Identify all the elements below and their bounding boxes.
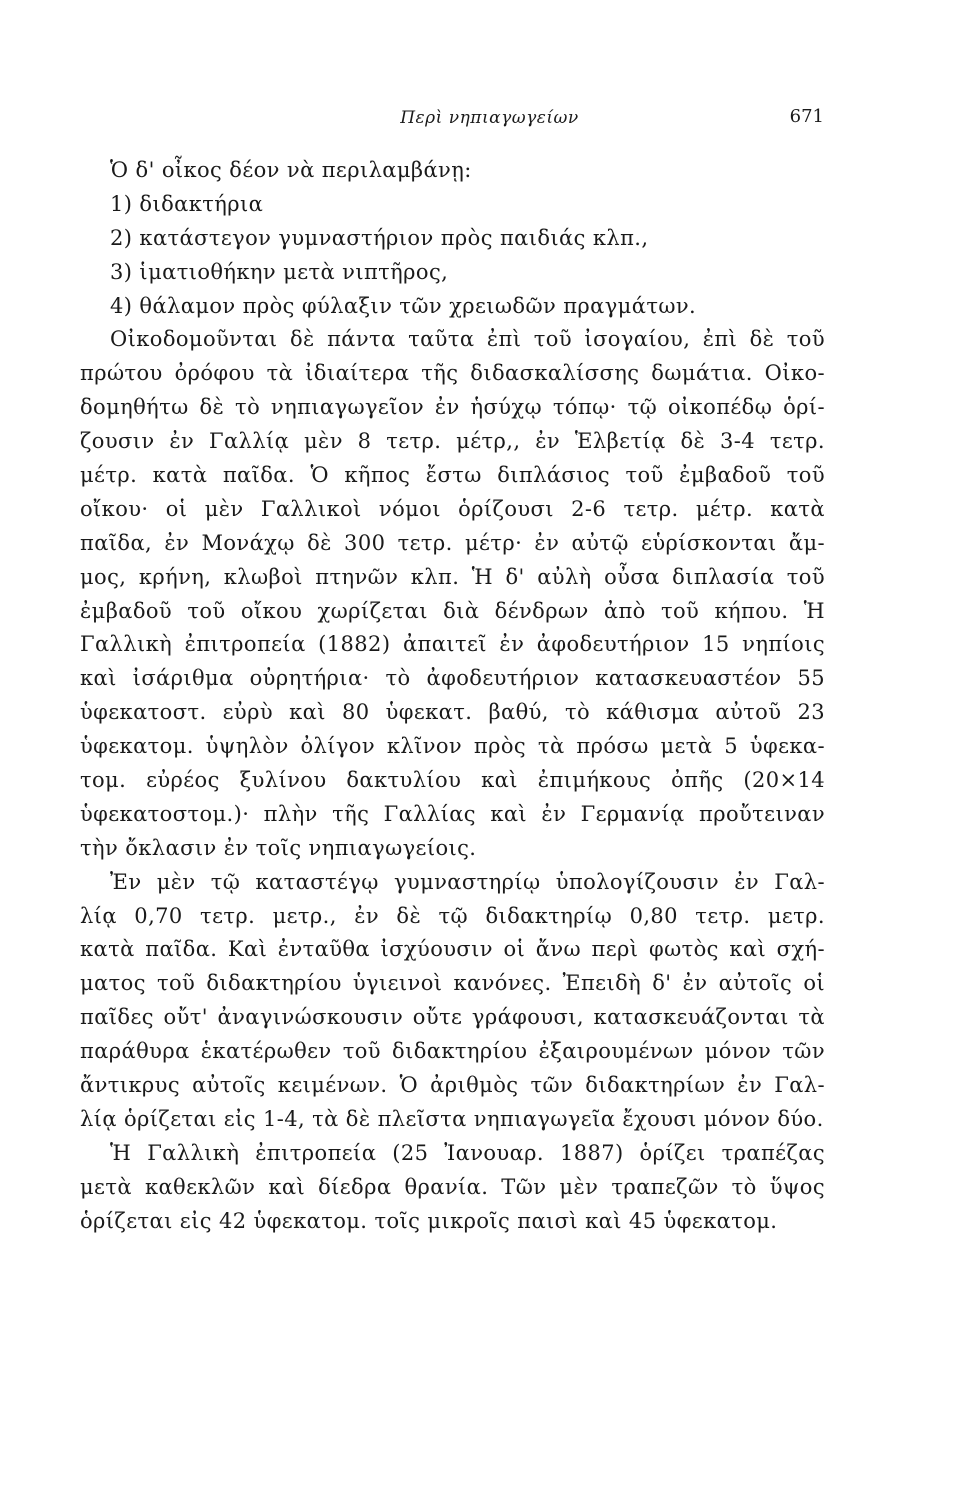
text-line: Γαλλικὴ ἐπιτροπεία (1882) ἀπαιτεῖ ἐν ἀφοδευτήριον 15 νηπίοις	[80, 632, 825, 657]
text-line: ματος τοῦ διδακτηρίου ὑγιεινοὶ κανόνες. Ἐπειδὴ δ' ἐν αὐτοῖς οἱ	[80, 971, 825, 996]
text-line: 1) διδακτήρια	[110, 191, 264, 216]
text-line: τὴν ὄκλασιν ἐν τοῖς νηπιαγωγείοις.	[80, 835, 477, 860]
text-line: Ἐν μὲν τῷ καταστέγῳ γυμναστηρίῳ ὑπολογίζουσιν ἐν Γαλ-	[110, 869, 825, 894]
text-line: δομηθήτω δὲ τὸ νηπιαγωγεῖον ἐν ἡσύχῳ τόπῳ· τῷ οἰκοπέδῳ ὁρί-	[80, 395, 825, 420]
page-number: 671	[789, 106, 824, 127]
text-line: παῖδα, ἐν Μονάχῳ δὲ 300 τετρ. μέτρ· ἐν αὐτῷ εὑρίσκονται ἄμ-	[80, 530, 825, 555]
text-line: ὁρίζεται εἰς 42 ὑφεκατομ. τοῖς μικροῖς παισὶ καὶ 45 ὑφεκατομ.	[80, 1208, 778, 1233]
text-line: μος, κρήνη, κλωβοὶ πτηνῶν κλπ. Ἡ δ' αὐλὴ οὖσα διπλασία τοῦ	[80, 564, 825, 589]
text-line: παῖδες οὔτ' ἀναγινώσκουσιν οὔτε γράφουσι, κατασκευάζονται τὰ	[80, 1005, 825, 1030]
text-line: 3) ἱματιοθήκην μετὰ νιπτῆρος,	[110, 259, 449, 284]
text-line: λίᾳ 0,70 τετρ. μετρ., ἐν δὲ τῷ διδακτηρίῳ 0,80 τετρ. μετρ.	[80, 903, 825, 928]
text-line: καὶ ἰσάριθμα οὐρητήρια· τὸ ἀφοδευτήριον κατασκευαστέον 55	[80, 666, 825, 691]
text-line: 4) θάλαμον πρὸς φύλαξιν τῶν χρειωδῶν πραγμάτων.	[110, 293, 697, 318]
text-line: 2) κατάστεγον γυμναστήριον πρὸς παιδιάς κλπ.,	[110, 225, 649, 250]
running-title: Περὶ νηπιαγωγείων	[400, 108, 579, 128]
text-line: Οἰκοδομοῦνται δὲ πάντα ταῦτα ἐπὶ τοῦ ἰσογαίου, ἐπὶ δὲ τοῦ	[110, 327, 825, 352]
text-line: ζουσιν ἐν Γαλλίᾳ μὲν 8 τετρ. μέτρ,, ἐν Ἑλβετίᾳ δὲ 3-4 τετρ.	[80, 429, 825, 454]
text-line: Ὁ δ' οἶκος δέον νὰ περιλαμβάνῃ:	[110, 158, 472, 182]
text-line: ὑφεκατομ. ὑψηλὸν ὀλίγον κλῖνον πρὸς τὰ πρόσω μετὰ 5 ὑφεκα-	[80, 734, 825, 759]
text-line: τομ. εὐρέος ξυλίνου δακτυλίου καὶ ἐπιμήκους ὀπῆς (20×14	[80, 768, 825, 793]
text-line: ὑφεκατοστομ.)· πλὴν τῆς Γαλλίας καὶ ἐν Γερμανίᾳ προὔτειναν	[80, 801, 825, 826]
text-line: λίᾳ ὁρίζεται εἰς 1-4, τὰ δὲ πλεῖστα νηπιαγωγεῖα ἔχουσι μόνον δύο.	[80, 1106, 824, 1131]
text-line: ἄντικρυς αὐτοῖς κειμένων. Ὁ ἀριθμὸς τῶν διδακτηρίων ἐν Γαλ-	[80, 1073, 825, 1098]
text-line: οἴκου· οἱ μὲν Γαλλικοὶ νόμοι ὁρίζουσι 2-6 τετρ. μέτρ. κατὰ	[80, 496, 825, 521]
text-line: παράθυρα ἑκατέρωθεν τοῦ διδακτηρίου ἐξαιρουμένων μόνον τῶν	[80, 1039, 825, 1064]
text-line: μετὰ καθεκλῶν καὶ δίεδρα θρανία. Τῶν μὲν τραπεζῶν τὸ ὕψος	[80, 1174, 825, 1199]
text-line: πρώτου ὀρόφου τὰ ἰδιαίτερα τῆς διδασκαλίσσης δωμάτια. Οἰκο-	[80, 361, 825, 386]
text-line: Ἡ Γαλλικὴ ἐπιτροπεία (25 Ἰανουαρ. 1887) ὁρίζει τραπέζας	[110, 1140, 825, 1165]
text-line: ὑφεκατοστ. εὐρὺ καὶ 80 ὑφεκατ. βαθύ, τὸ κάθισμα αὐτοῦ 23	[80, 700, 825, 725]
text-line: κατὰ παῖδα. Καὶ ἐνταῦθα ἰσχύουσιν οἱ ἄνω περὶ φωτὸς καὶ σχή-	[80, 937, 825, 962]
text-line: ἐμβαδοῦ τοῦ οἴκου χωρίζεται διὰ δένδρων ἀπὸ τοῦ κήπου. Ἡ	[80, 598, 825, 623]
text-line: μέτρ. κατὰ παῖδα. Ὁ κῆπος ἔστω διπλάσιος τοῦ ἐμβαδοῦ τοῦ	[80, 463, 825, 488]
body-text	[80, 154, 825, 1239]
